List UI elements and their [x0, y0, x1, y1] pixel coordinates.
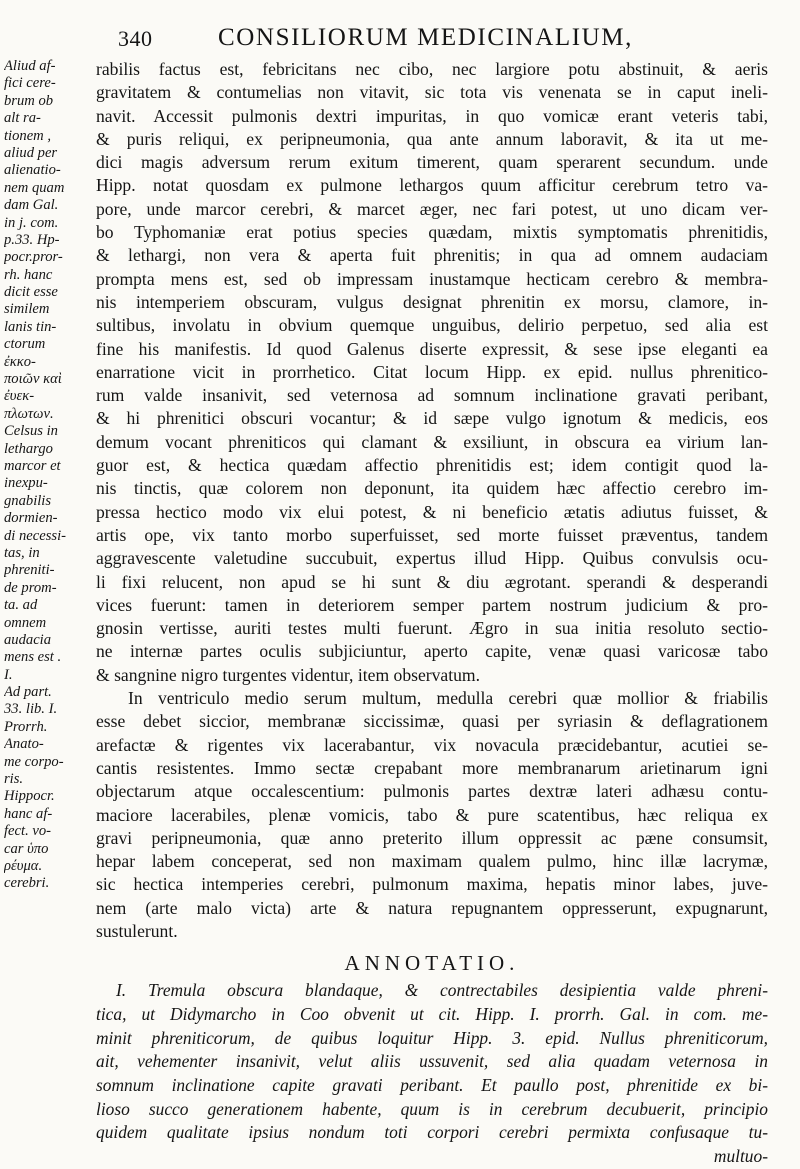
text-line: maciore lacerabiles, plenæ vomicis, tabo & pure scatentibus, hæc reliqua ex [96, 804, 768, 825]
text-line: fine his manifestis. Id quod Galenus diserte expressit, & sese ipse eleganti ea [96, 338, 768, 359]
margin-note-line: omnem [4, 614, 47, 631]
text-line: sustulerunt. [96, 920, 178, 941]
margin-note-line: gnabilis [4, 492, 52, 509]
text-line: prompta mens est, sed ob impressam inustamque hecticam cerebro & membra- [96, 268, 768, 289]
text-line: arefactæ & rigentes vix lacerabantur, vix novacula præcidebantur, acutiei se- [96, 734, 768, 755]
text-line: artis ope, vix tanto morbo superfuisset, sed morte fuisset præventus, tandem [96, 524, 768, 545]
text-line: navit. Accessit pulmonis dextri impuritas, in quo vomicæ erant veteris tabi, [96, 105, 768, 126]
text-line: esse debet siccior, membranæ siccissimæ, quasi per syriasin & deflagrationem [96, 711, 768, 732]
annotation-line: tica, ut Didymarcho in Coo obvenit ut cit. Hipp. I. prorrh. Gal. in com. me- [96, 1003, 768, 1024]
text-line: Hipp. notat quosdam ex pulmone lethargos quum afficitur cerebrum tetro va- [96, 175, 768, 196]
text-line: aggravescente valetudine succubuit, expertus illud Hipp. Quibus convulsis ocu- [96, 548, 768, 569]
margin-note-line: ποιῶν καὶ [4, 371, 62, 388]
annotation-line: quidem qualitate ipsius nondum toti corpori cerebri permixta confusaque tu- [96, 1122, 768, 1143]
text-line: & puris reliqui, ex peripneumonia, qua ante annum laboravit, & ita ut me- [96, 128, 768, 149]
annotation-line: lioso succo generationem habente, quum is in cerebrum decubuerit, principio [96, 1098, 768, 1119]
text-line: hepar labem conceperat, sed non maximam qualem pulmo, hinc illæ lacrymæ, [96, 851, 768, 872]
text-line: sic hectica intemperies cerebri, pulmonum maxima, hepatis minor labes, juve- [96, 874, 768, 895]
text-line: demum vocant phreniticos qui clamant & exsiliunt, in obscura ea virium lan- [96, 431, 768, 452]
margin-note-line: lanis tin- [4, 318, 57, 335]
margin-note-line: tionem , [4, 127, 52, 144]
text-line: pore, unde marcor cerebri, & marcet æger, nec fari potest, ut uno dicam ver- [96, 198, 768, 219]
margin-note-line: Anato- [4, 736, 44, 753]
text-line: rum valde insanivit, sed veternosa ad somnum inclinatione gravati peribant, [96, 385, 768, 406]
page-number: 340 [118, 26, 153, 51]
text-line: sultibus, involatu in obvium quemque unguibus, delirio perpetuo, sed alia est [96, 315, 768, 336]
running-title: CONSILIORUM MEDICINALIUM, [218, 24, 633, 51]
text-line: nis tinctis, quæ colorem non deponunt, ita quidem hæc affectio cerebro im- [96, 478, 768, 499]
margin-note-line: Hippocr. [4, 788, 55, 805]
margin-note-line: rh. hanc [4, 266, 53, 283]
margin-note-line: de prom- [4, 579, 57, 596]
margin-note-line: car ὑπο [4, 840, 49, 857]
text-line: enarratione vicit in prorrhetico. Citat locum Hipp. ex epid. nullus phrenitico- [96, 361, 768, 382]
margin-note-line: brum ob [4, 92, 54, 109]
margin-note-line: ἐκκο- [4, 353, 36, 370]
text-line: cantis resistentes. Immo sectæ crepabant more membranarum arietinarum igni [96, 757, 768, 778]
margin-note-line: ctorum [4, 336, 46, 353]
second-paragraph [96, 687, 768, 943]
annotation-text [96, 979, 768, 1169]
margin-note-line: marcor et [4, 457, 61, 474]
text-line: dici magis adversum rerum exitum timerent, quam sperarent secundum. unde [96, 152, 768, 173]
margin-note-line: dormien- [4, 510, 58, 527]
annotation-line: multuo- [713, 1146, 768, 1167]
margin-note-line: lethargo [4, 440, 53, 457]
margin-note-line: cerebri. [4, 875, 50, 892]
body-text [96, 58, 768, 1169]
first-paragraph [96, 58, 768, 687]
margin-note-line: tas, in [4, 544, 40, 561]
text-line: vices fuerunt: tamen in deteriorem semper partem nostrum judicium & pro- [96, 594, 768, 615]
margin-note-line: dam Gal. [4, 197, 59, 214]
text-line: guor est, & hectica quædam affectio phrenitidis est; idem contigit quod la- [96, 455, 768, 476]
margin-note-line: hanc af- [4, 805, 53, 822]
margin-note-line: fect. vo- [4, 823, 51, 840]
margin-note-line: Celsus in [4, 423, 58, 440]
margin-note-line: ta. ad [4, 597, 38, 614]
text-line: gnosin vertisse, auriti testes multi fuerunt. Ægro in sua initia resoluto sectio- [96, 618, 768, 639]
text-line: nis intemperiem obscuram, vulgus designat phrenitin ex morsu, clamore, in- [96, 291, 768, 312]
margin-notes [4, 58, 94, 893]
margin-note-line: I. [4, 666, 13, 683]
annotation-heading: ANNOTATIO. [344, 951, 520, 976]
text-line: In ventriculo medio serum multum, medulla cerebri quæ mollior & friabilis [128, 688, 768, 709]
annotation-line: minit phreniticorum, de quibus loquitur Hipp. 3. epid. Nullus phreniticorum, [96, 1027, 768, 1048]
margin-note-line: ρέυμα. [4, 857, 43, 874]
margin-note-line: dicit esse [4, 284, 58, 301]
margin-note-line: di necessi- [4, 527, 67, 544]
annotation-line: ait, vehementer insanivit, velut aliis ussuvenit, sed alia quadam veternosa in [96, 1051, 768, 1072]
text-line: bo Typhomaniæ erat potius species quædam, mixtis symptomatis phrenitidis, [96, 222, 768, 243]
margin-note-line: alt ra- [4, 110, 41, 127]
margin-note-line: ἐυεκ- [4, 388, 35, 405]
text-line: objectarum atque occalescentium: pulmonis partes dextræ lateri adhæsu contu- [96, 781, 768, 802]
annotation-line: somnum inclinatione capite gravati peribant. Et paullo post, phrenitide ex bi- [96, 1075, 768, 1096]
margin-note-line: me corpo- [4, 753, 64, 770]
text-line: gravitatem & contumelias non vitavit, sic tota vis venenata se in caput ineli- [96, 82, 768, 103]
text-line: rabilis factus est, febricitans nec cibo, nec largiore potu abstinuit, & aeris [96, 59, 768, 79]
text-line: & sangnine nigro turgentes videntur, item observatum. [96, 664, 481, 685]
text-line: nem (arte malo victa) arte & natura repugnantem oppresserunt, expugnarunt, [96, 897, 768, 918]
margin-note-line: Aliud af- [4, 58, 56, 74]
margin-note-line: aliud per [4, 144, 58, 161]
margin-note-line: phreniti- [4, 562, 55, 579]
margin-note-line: mens est . [4, 649, 62, 666]
text-line: ne internæ partes oculis subjiciuntur, aperto capite, venæ quasi varicosæ tabo [96, 641, 768, 662]
margin-note-line: Prorrh. [4, 718, 48, 735]
text-line: & lethargi, non vera & aperta fuit phrenitis; in qua ad omnem audaciam [96, 245, 768, 266]
margin-note-line: pocr.pror- [4, 249, 63, 266]
text-line: li fixi relucent, non apud se hi sunt & diu ægrotant. sperandi & desperandi [96, 571, 768, 592]
text-line: gravi peripneumonia, quæ anno preterito illum oppressit ac pæne consumsit, [96, 827, 768, 848]
margin-note-line: similem [4, 301, 50, 318]
text-line: pressa hectico modo vix elui potest, & ni beneficio ætatis adiutus fuisset, & [96, 501, 768, 522]
annotation-line: I. Tremula obscura blandaque, & contrectabiles desipientia valde phreni- [116, 980, 768, 1001]
margin-note-line: 33. lib. I. [4, 701, 58, 718]
margin-note-line: in j. com. [4, 214, 59, 231]
margin-note-line: πλωτων. [4, 405, 54, 422]
margin-note-line: nem quam [4, 179, 65, 196]
margin-note-line: ris. [4, 771, 24, 788]
margin-note-line: alienatio- [4, 162, 61, 179]
margin-note-line: Ad part. [4, 684, 52, 701]
margin-note-line: inexpu- [4, 475, 48, 492]
margin-note-line: audacia [4, 631, 52, 648]
margin-note-line: p.33. Hp- [4, 231, 60, 248]
text-line: & hi phrenitici obscuri vocantur; & id sæpe vulgo ignotum & medicis, eos [96, 408, 768, 429]
margin-note-line: fici cere- [4, 75, 56, 92]
